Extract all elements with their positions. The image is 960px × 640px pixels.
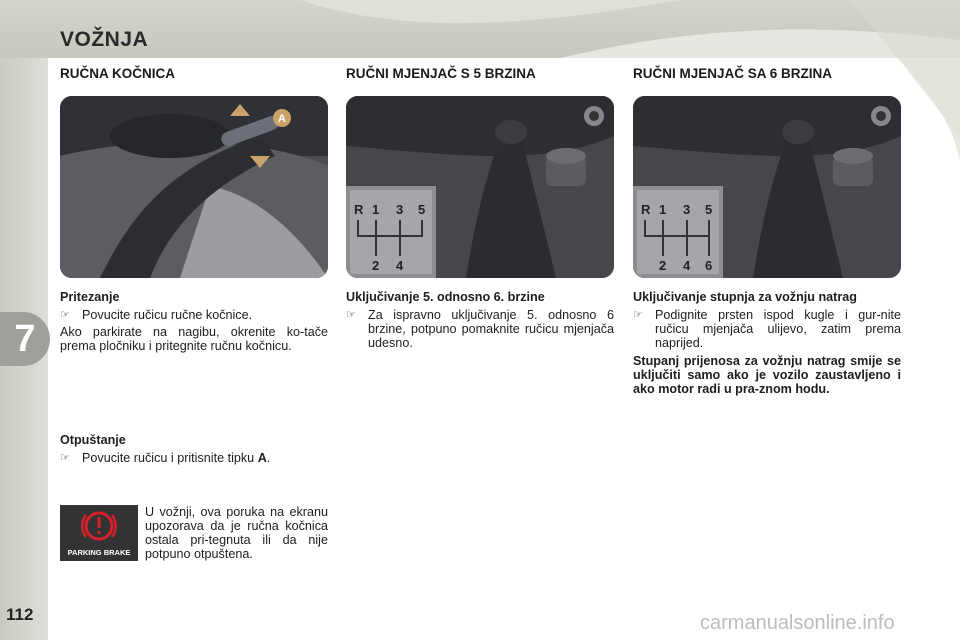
gear-label-5-4: 4: [396, 258, 404, 273]
page-title: VOŽNJA: [60, 28, 149, 51]
gear-label-5-r: R: [354, 202, 364, 217]
hand-pointer-icon: ☞: [60, 309, 70, 321]
apply-bullet-text: Povucite ručicu ručne kočnice.: [82, 308, 253, 322]
apply-heading: Pritezanje: [60, 290, 120, 304]
gearbox-6-bullet-text: Podignite prsten ispod kugle i gur-nite ručicu mjenjača ulijevo, zatim prema naprijed.: [655, 308, 901, 350]
gearbox-6-photo: [633, 96, 901, 278]
hand-pointer-icon: ☞: [633, 309, 643, 321]
release-key-a: A: [257, 451, 267, 465]
parking-brake-icon-label: PARKING BRAKE: [67, 548, 131, 557]
gearbox-5-bullet-text: Za ispravno uključivanje 5. odnosno 6 brzine, potpuno pomaknite ručicu mjenjača udesno.: [368, 308, 614, 350]
gearbox-5-photo: [346, 96, 614, 278]
gear-label-6-r: R: [641, 202, 651, 217]
gear-label-5-3: 3: [396, 202, 404, 217]
gear-label-5-1: 1: [372, 202, 380, 217]
gearbox-5-heading: Uključivanje 5. odnosno 6. brzine: [346, 290, 545, 304]
release-bullet: ☞ Povucite ručicu i pritisnite tipku A.: [60, 451, 271, 465]
gear-label-6-3: 3: [683, 202, 691, 217]
hand-pointer-icon: ☞: [60, 452, 70, 464]
warning-text: U vožnji, ova poruka na ekranu upozorava da je ručna kočnica ostala pri-tegnuta ili da nije potpuno otpuštena.: [145, 505, 328, 561]
gear-label-5-5: 5: [418, 202, 426, 217]
section-title-parking-brake: RUČNA KOČNICA: [60, 66, 175, 81]
release-bullet-text: Povucite ručicu i pritisnite tipku: [82, 451, 258, 465]
gear-label-6-5: 5: [705, 202, 713, 217]
release-heading: Otpuštanje: [60, 433, 126, 447]
hand-pointer-icon: ☞: [346, 309, 356, 321]
gearbox-6-heading: Uključivanje stupnja za vožnju natrag: [633, 290, 857, 304]
gear-label-6-2: 2: [659, 258, 667, 273]
gear-label-5-2: 2: [372, 258, 380, 273]
gearbox-5-bullet: [346, 308, 614, 350]
parking-brake-warning-icon: [60, 505, 138, 561]
gearbox-6-bullet: [633, 308, 901, 350]
gear-label-6-1: 1: [659, 202, 667, 217]
section-title-gearbox-6: RUČNI MJENJAČ SA 6 BRZINA: [633, 66, 833, 81]
parking-brake-release-block: [60, 433, 328, 465]
chapter-number: 7: [14, 317, 36, 360]
gear-label-6-6: 6: [705, 258, 713, 273]
page-number: 112: [6, 605, 34, 624]
parking-brake-photo: [60, 96, 328, 278]
gearbox-5-text-block: [346, 290, 614, 350]
photo-label-a: A: [278, 113, 286, 125]
gearbox-6-note: Stupanj prijenosa za vožnju natrag smije se uključiti samo ako je vozilo zaustavljeno i ako motor radi u pra-znom hodu.: [633, 354, 901, 396]
apply-note: Ako parkirate na nagibu, okrenite ko-tače prema pločniku i pritegnite ručnu kočnicu.: [60, 325, 328, 353]
gear-label-6-4: 4: [683, 258, 691, 273]
gearbox-6-text-block: [633, 290, 901, 396]
section-title-gearbox-5: RUČNI MJENJAČ S 5 BRZINA: [346, 66, 536, 81]
watermark: carmanualsonline.info: [700, 612, 895, 634]
parking-brake-apply-block: [60, 290, 328, 353]
apply-bullet: [60, 308, 328, 322]
